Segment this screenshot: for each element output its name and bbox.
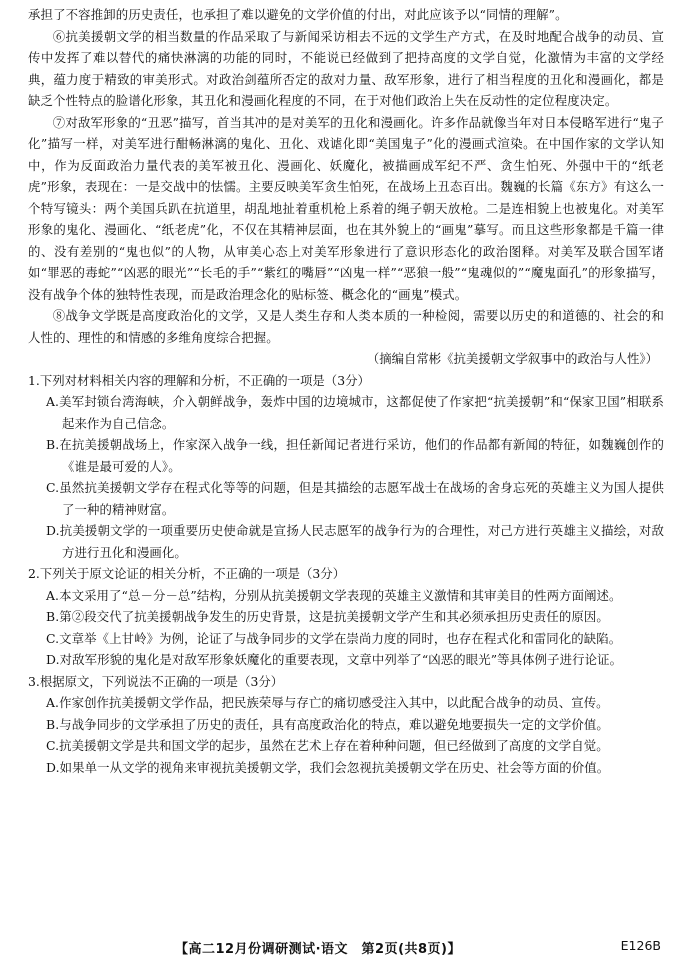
exam-code: E126B [620,938,661,953]
footer-title: 【高二12月份调研测试·语文 第2页(共8页)】 [175,942,462,957]
question-2 [28,563,664,671]
source-citation: （摘编自常彬《抗美援朝文学叙事中的政治与人性》） [366,351,658,366]
question-stem: 3.根据原文，下列说法不正确的一项是（3分） [28,673,284,689]
option-a: A.本文采用了“总－分－总”结构，分别从抗美援朝文学表现的英雄主义激情和其审美目的性两方面阐述。 [46,587,622,603]
exam-page [28,4,664,778]
reading-paragraph: 承担了不容推卸的历史责任，也承担了难以避免的文学价值的付出，对此应该予以“同情的理解”。 [28,7,568,22]
option-d: D.对敌军形貌的鬼化是对敌军形象妖魔化的重要表现，文章中列举了“凶恶的眼光”等具体例子进行论证。 [46,652,623,667]
option-b: B.在抗美援朝战场上，作家深入战争一线，担任新闻记者进行采访，他们的作品都有新闻的特征，如魏巍创作的《谁是最可爱的人》。 [46,437,664,474]
option-a: A.美军封锁台湾海峡，介入朝鲜战争，轰炸中国的边境城市，这都促使了作家把“抗美援朝”和“保家卫国”相联系起来作为自己信念。 [46,394,664,431]
page-footer [0,938,677,958]
reading-paragraph: ⑦对敌军形象的“丑恶”描写，首当其冲的是对美军的丑化和漫画化。许多作品就像当年对日本侵略军进行“鬼子化”描写一样，对美军进行酣畅淋漓的鬼化、丑化、戏谑化即“美国鬼子”化的漫画式渲染。在中国作家的文学认知中，作为反面政治力量代表的美军被丑化、漫画化、妖魔化，被描画成军纪不严、贪生怕死、外强中干的“纸老虎”形象，表现在：一是交战中的怯懦。主要反映美军贪生怕死，在战场上丑态百出。魏巍的长篇《东方》有这么一个特写镜头：两个美国兵趴在抗道里，胡乱地扯着重机枪上系着的绳子朝天放枪。二是连相貌上也被鬼化。对美军形象的鬼化、漫画化、“纸老虎”化，不仅在其精神层面，也在其外貌上的“画鬼”摹写。而且这些形象都是千篇一律的、没有差别的“鬼也似”的人物，从审美心态上对美军形象进行了意识形态化的政治图释。对美军及联合国军诸如“罪恶的毒蛇”“凶恶的眼光”“长毛的手”“紫红的嘴唇”“凶鬼一样”“恶狼一般”“鬼魂似的”“魔鬼面孔”的形象描写，没有战争个体的独特性表现，而是政治理念化的贴标签、概念化的“画鬼”模式。 [28,114,664,302]
question-3 [28,671,664,779]
option-c: C.虽然抗美援朝文学存在程式化等等的问题，但是其描绘的志愿军战士在战场的舍身忘死的英雄主义为国人提供了一种的精神财富。 [46,480,664,517]
option-b: B.与战争同步的文学承担了历史的责任，具有高度政治化的特点，难以避免地要损失一定的文学价值。 [46,716,609,732]
option-b: B.第②段交代了抗美援朝战争发生的历史背景，这是抗美援朝文学产生和其必须承担历史责任的原因。 [46,609,609,624]
option-c: C.文章举《上甘岭》为例，论证了与战争同步的文学在崇尚力度的同时，也存在程式化和雷同化的缺陷。 [46,630,622,646]
option-d: D.如果单一从文学的视角来审视抗美援朝文学，我们会忽视抗美援朝文学在历史、社会等方面的价值。 [46,759,610,775]
question-1 [28,370,664,564]
option-d: D.抗美援朝文学的一项重要历史使命就是宣扬人民志愿军的战争行为的合理性，对己方进行英雄主义描绘，对敌方进行丑化和漫画化。 [46,523,664,560]
question-stem: 1.下列对材料相关内容的理解和分析，不正确的一项是（3分） [28,372,370,388]
question-stem: 2.下列关于原文论证的相关分析，不正确的一项是（3分） [28,566,346,581]
option-a: A.作家创作抗美援朝文学作品，把民族荣辱与存亡的痛切感受注入其中，以此配合战争的动员、宣传。 [46,695,609,710]
option-c: C.抗美援朝文学是共和国文学的起步，虽然在艺术上存在着种种问题，但已经做到了高度的文学自觉。 [46,738,609,753]
reading-paragraph: ⑧战争文学既是高度政治化的文学，又是人类生存和人类本质的一种检阅，需要以历史的和道德的、社会的和人性的、理性的和情感的多维角度综合把握。 [28,308,664,345]
reading-paragraph: ⑥抗美援朝文学的相当数量的作品采取了与新闻采访相去不远的文学生产方式，在及时地配合战争的动员、宣传中发挥了难以替代的痛快淋漓的功能的同时，不能说已经做到了把持高度的文学自觉，化激情为丰富的文学经典，蕴力度于精致的审美形式。对政治剑蕴所否定的敌对力量、敌军形象，进行了相当程度的丑化和漫画化，都是缺乏个性特点的脸谱化形象，其丑化和漫画化程度的不同，在于对他们政治上失在反动性的定位程度决定。 [28,28,664,108]
